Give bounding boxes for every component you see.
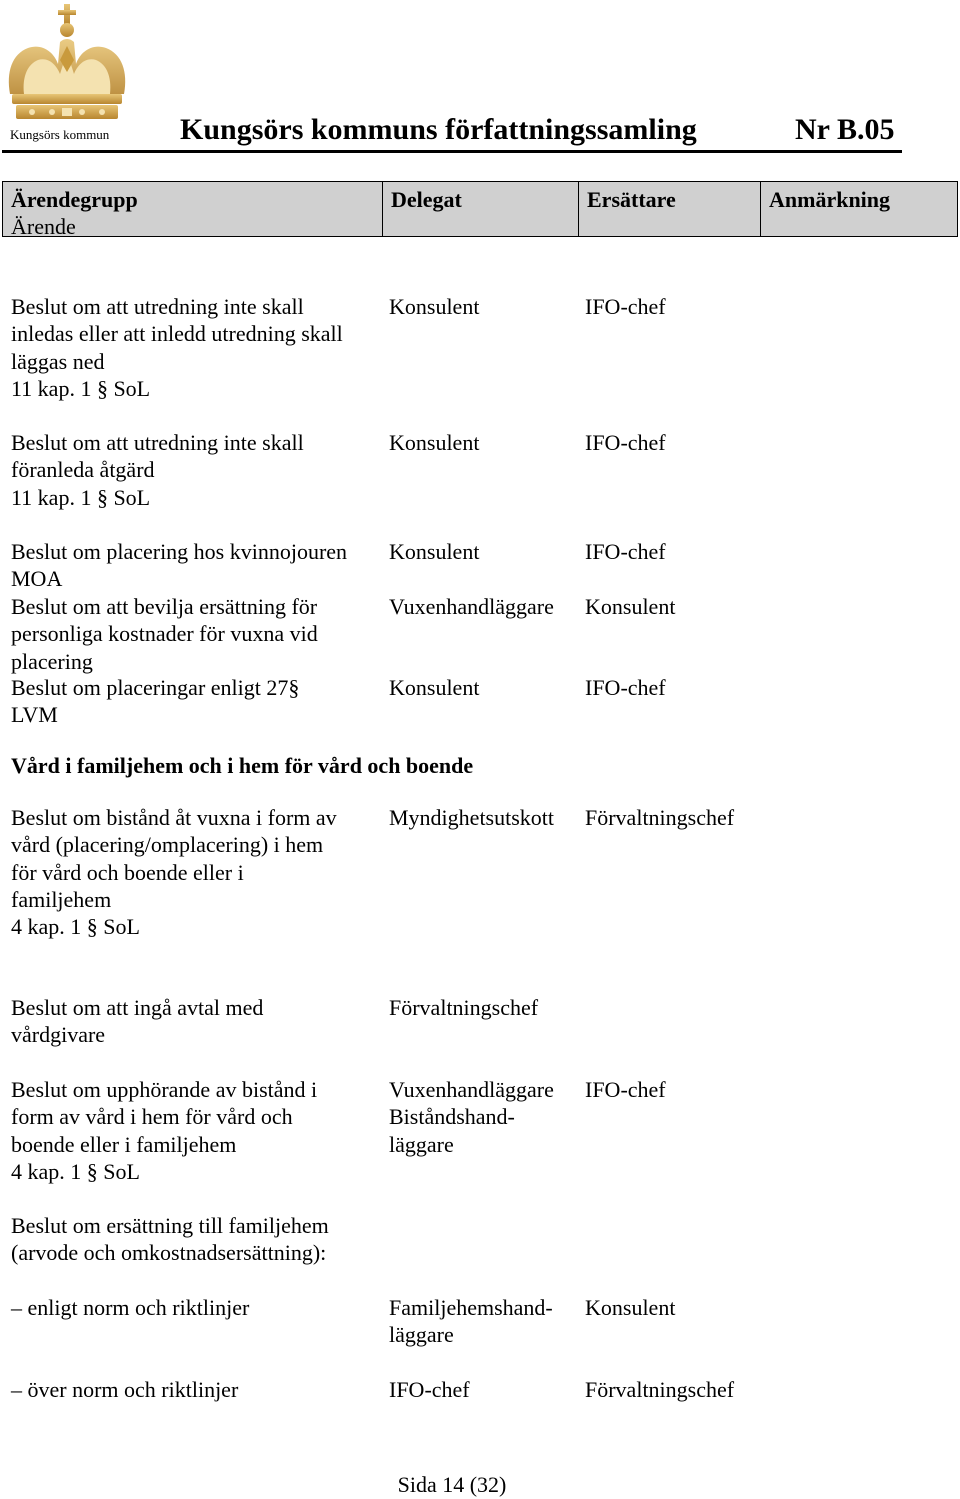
- table-row-arende: Beslut om att utredning inte skall inledas eller att inledd utredning skall läggas ned 11 kap. 1 § SoL: [11, 294, 343, 401]
- table-row-ersattare: IFO-chef: [585, 430, 666, 455]
- logo-text: Kungsörs kommun: [10, 127, 110, 142]
- document-title: Kungsörs kommuns författningssamling: [180, 113, 697, 146]
- table-row-delegat: IFO-chef: [389, 1377, 470, 1402]
- table-row-delegat: Familjehemshand- läggare: [389, 1295, 553, 1348]
- table-row-arende: Beslut om placeringar enligt 27§ LVM: [11, 675, 300, 728]
- table-row-delegat: Konsulent: [389, 294, 480, 319]
- table-row-arende: – över norm och riktlinjer: [11, 1377, 239, 1402]
- table-row-delegat: Konsulent: [389, 430, 480, 455]
- table-row-ersattare: IFO-chef: [585, 539, 666, 564]
- column-header-arendegrupp: [3, 182, 383, 239]
- table-row-delegat: Konsulent: [389, 675, 480, 700]
- table-row-delegat: Vuxenhandläggare Biståndshand- läggare: [389, 1077, 554, 1157]
- table-row-ersattare: IFO-chef: [585, 294, 666, 319]
- table-header: [2, 181, 958, 237]
- table-row-arende: Beslut om att utredning inte skall föranleda åtgärd 11 kap. 1 § SoL: [11, 430, 304, 510]
- section-heading: Vård i familjehem och i hem för vård och boende: [11, 753, 474, 778]
- table-row-ersattare: IFO-chef: [585, 675, 666, 700]
- table-row-arende: Beslut om att ingå avtal med vårdgivare: [11, 995, 264, 1048]
- table-row-delegat: Myndighetsutskott: [389, 805, 555, 830]
- column-header-ersattare: Ersättare: [579, 182, 761, 236]
- table-row-arende: Beslut om bistånd åt vuxna i form av vård (placering/omplacering) i hem för vård och boende eller i familjehem 4 kap. 1 § SoL: [11, 805, 337, 940]
- column-header-arende-label: Ärende: [11, 214, 76, 239]
- table-row-ersattare: Konsulent: [585, 594, 676, 619]
- table-row-delegat: Konsulent: [389, 539, 480, 564]
- column-header-arendegrupp-label: Ärendegrupp: [11, 187, 138, 212]
- table-row-ersattare: Konsulent: [585, 1295, 676, 1320]
- header-divider: [2, 150, 902, 153]
- table-row-ersattare: Förvaltningschef: [585, 805, 735, 830]
- table-row-arende: Beslut om placering hos kvinnojouren MOA: [11, 539, 348, 592]
- document-number: Nr B.05: [795, 113, 895, 146]
- page-number: Sida 14 (32): [397, 1472, 507, 1497]
- table-row-arende: Beslut om att bevilja ersättning för personliga kostnader för vuxna vid placering: [11, 594, 318, 674]
- column-header-anmarkning: Anmärkning: [769, 187, 891, 212]
- table-row-delegat: Vuxenhandläggare: [389, 594, 554, 619]
- column-header-delegat: Delegat: [383, 182, 579, 236]
- crown-icon: [2, 2, 132, 124]
- municipality-logo: [2, 2, 132, 142]
- table-row-arende: – enligt norm och riktlinjer: [11, 1295, 250, 1320]
- table-row-ersattare: IFO-chef: [585, 1077, 666, 1102]
- table-row-arende: Beslut om upphörande av bistånd i form av vård i hem för vård och boende eller i familjehem 4 kap. 1 § SoL: [11, 1077, 318, 1184]
- table-row-ersattare: Förvaltningschef: [585, 1377, 735, 1402]
- table-row-arende: Beslut om ersättning till familjehem (arvode och omkostnadsersättning):: [11, 1213, 329, 1266]
- table-row-delegat: Förvaltningschef: [389, 995, 539, 1020]
